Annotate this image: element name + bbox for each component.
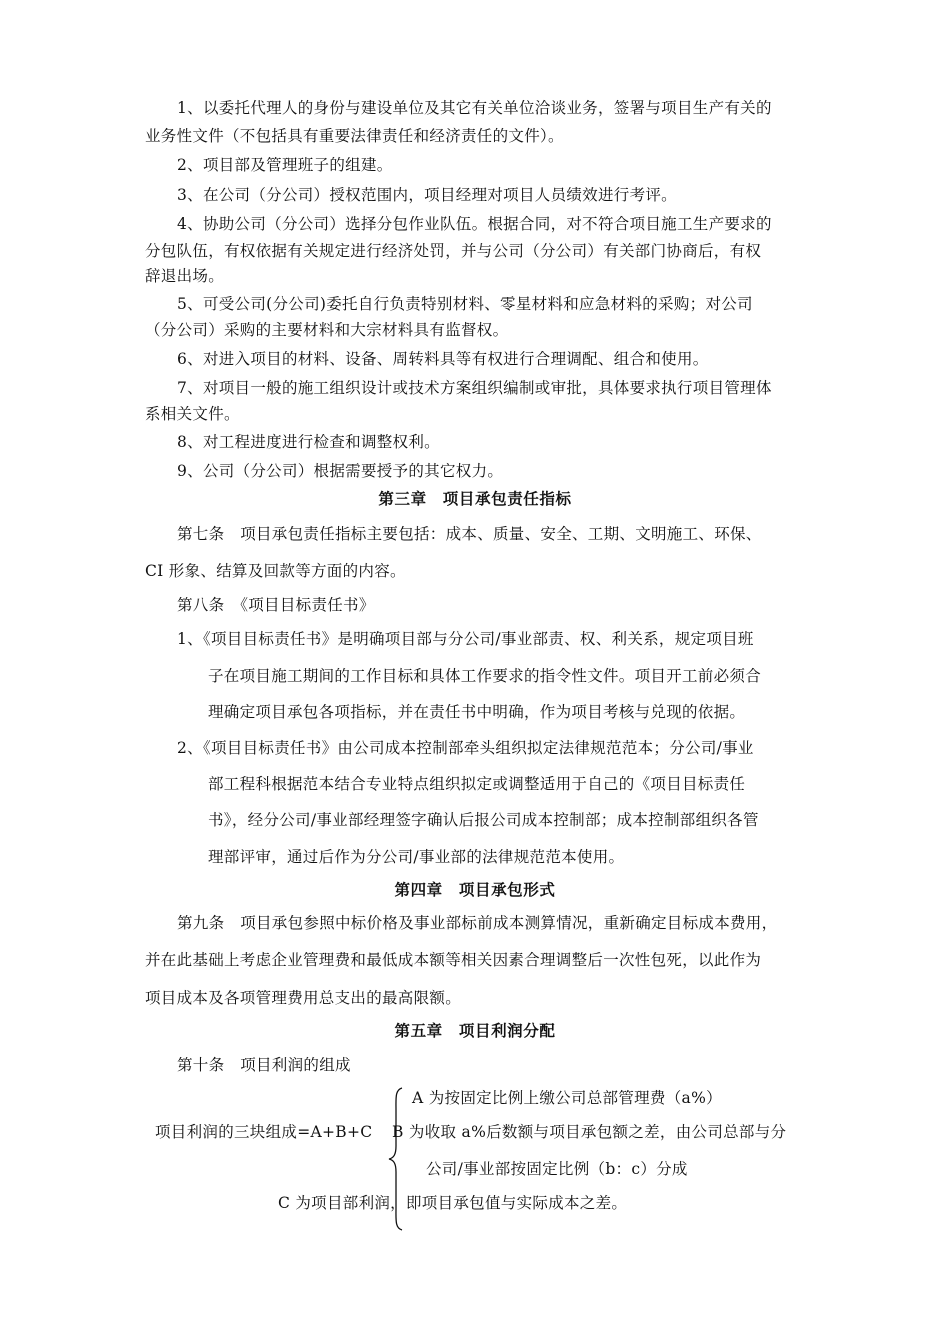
article-8-title: 第八条 《项目目标责任书》 — [177, 596, 375, 614]
paragraph-line: 3、在公司（分公司）授权范围内，项目经理对项目人员绩效进行考评。 — [177, 186, 677, 204]
paragraph-line: 8、对工程进度进行检查和调整权利。 — [177, 433, 440, 451]
paragraph-line: 业务性文件（不包括具有重要法律责任和经济责任的文件）。 — [145, 127, 564, 145]
paragraph-line: （分公司）采购的主要材料和大宗材料具有监督权。 — [145, 321, 509, 339]
paragraph-line: 9、公司（分公司）根据需要授予的其它权力。 — [177, 462, 504, 480]
chapter-heading-4: 第四章 项目承包形式 — [394, 881, 556, 899]
paragraph-line: 2、项目部及管理班子的组建。 — [177, 156, 393, 174]
paragraph-line: 7、对项目一般的施工组织设计或技术方案组织编制或审批，具体要求执行项目管理体 — [177, 379, 772, 397]
paragraph-line: 系相关文件。 — [145, 405, 240, 423]
paragraph-line: 分包队伍，有权依据有关规定进行经济处罚，并与公司（分公司）有关部门协商后，有权 — [145, 242, 762, 260]
list-item-line: 2、《项目目标责任书》由公司成本控制部牵头组织拟定法律规范范本；分公司/事业 — [177, 739, 754, 757]
list-item-line: 子在项目施工期间的工作目标和具体工作要求的指令性文件。项目开工前必须合 — [208, 667, 762, 685]
chapter-heading-3: 第三章 项目承包责任指标 — [378, 490, 572, 508]
article-10-title: 第十条 项目利润的组成 — [177, 1056, 351, 1074]
paragraph-line: 1、以委托代理人的身份与建设单位及其它有关单位洽谈业务，签署与项目生产有关的 — [177, 99, 772, 117]
article-9-line: 项目成本及各项管理费用总支出的最高限额。 — [145, 989, 462, 1007]
profit-formula: 项目利润的三块组成=A+B+C — [155, 1123, 373, 1141]
list-item-line: 部工程科根据范本结合专业特点组织拟定或调整适用于自己的《项目目标责任 — [208, 775, 746, 793]
profit-part-b-line: B 为收取 a%后数额与项目承包额之差，由公司总部与分 — [392, 1123, 787, 1141]
profit-part-b-line: 公司/事业部按固定比例（b：c）分成 — [426, 1160, 688, 1178]
paragraph-line: 5、可受公司(分公司)委托自行负责特别材料、零星材料和应急材料的采购；对公司 — [177, 295, 753, 313]
article-9-line: 第九条 项目承包参照中标价格及事业部标前成本测算情况，重新确定目标成本费用， — [177, 914, 778, 932]
paragraph-line: 辞退出场。 — [145, 267, 225, 285]
list-item-line: 书》，经分公司/事业部经理签字确认后报公司成本控制部；成本控制部组织各管 — [208, 811, 759, 829]
list-item-line: 理部评审，通过后作为分公司/事业部的法律规范范本使用。 — [208, 848, 625, 866]
list-item-line: 理确定项目承包各项指标，并在责任书中明确，作为项目考核与兑现的依据。 — [208, 703, 746, 721]
paragraph-line: 4、协助公司（分公司）选择分包作业队伍。根据合同，对不符合项目施工生产要求的 — [177, 215, 772, 233]
article-9-line: 并在此基础上考虑企业管理费和最低成本额等相关因素合理调整后一次性包死，以此作为 — [145, 951, 762, 969]
list-item-line: 1、《项目目标责任书》是明确项目部与分公司/事业部责、权、利关系，规定项目班 — [177, 630, 754, 648]
profit-part-a: A 为按固定比例上缴公司总部管理费（a%） — [412, 1089, 722, 1107]
article-7-line: CI 形象、结算及回款等方面的内容。 — [145, 562, 406, 580]
article-7-line: 第七条 项目承包责任指标主要包括：成本、质量、安全、工期、文明施工、环保、 — [177, 525, 762, 543]
chapter-heading-5: 第五章 项目利润分配 — [394, 1022, 556, 1040]
paragraph-line: 6、对进入项目的材料、设备、周转料具等有权进行合理调配、组合和使用。 — [177, 350, 709, 368]
profit-part-c: C 为项目部利润，即项目承包值与实际成本之差。 — [278, 1194, 628, 1212]
